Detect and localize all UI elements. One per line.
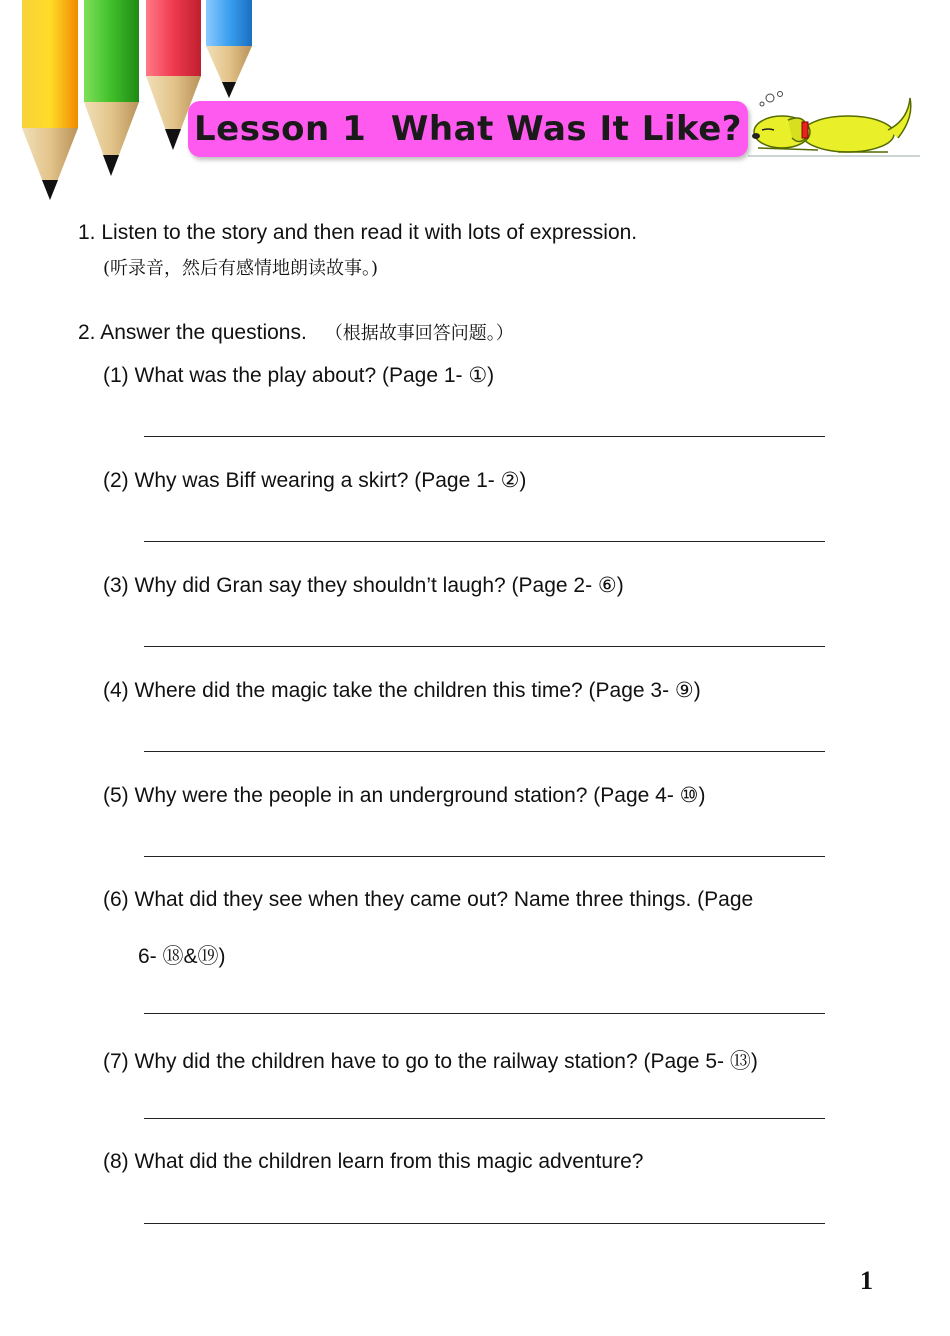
title-banner xyxy=(188,101,748,157)
question-8: (8) What did the children learn from this magic adventure? xyxy=(103,1150,644,1173)
question-2: (2) Why was Biff wearing a skirt? (Page 1- ②) xyxy=(103,469,527,492)
answer-line-8[interactable] xyxy=(144,1223,825,1224)
answer-line-5[interactable] xyxy=(144,856,825,857)
question-6-continuation: 6- ⑱&⑲) xyxy=(138,945,226,968)
question-7: (7) Why did the children have to go to the railway station? (Page 5- ⑬) xyxy=(103,1050,758,1073)
question-6: (6) What did they see when they came out? Name three things. (Page xyxy=(103,888,754,911)
instruction-2 xyxy=(78,319,514,345)
question-5: (5) Why were the people in an underground station? (Page 4- ⑩) xyxy=(103,784,706,807)
answer-line-1[interactable] xyxy=(144,436,825,437)
page-number: 1 xyxy=(860,1266,873,1295)
answer-line-4[interactable] xyxy=(144,751,825,752)
instruction-2-text: 2. Answer the questions. xyxy=(78,321,307,344)
answer-line-6[interactable] xyxy=(144,1013,825,1014)
answer-line-2[interactable] xyxy=(144,541,825,542)
page-title: Lesson 1 What Was It Like? xyxy=(193,109,743,149)
question-1: (1) What was the play about? (Page 1- ①) xyxy=(103,364,495,387)
instruction-1-chinese: (听录音，然后有感情地朗读故事。) xyxy=(103,258,379,279)
question-3: (3) Why did Gran say they shouldn’t laugh? (Page 2- ⑥) xyxy=(103,574,624,597)
blue-pencil xyxy=(206,0,252,98)
green-pencil xyxy=(84,0,139,176)
sleeping-dog-illustration xyxy=(748,90,920,160)
yellow-pencil xyxy=(22,0,78,200)
instruction-1: 1. Listen to the story and then read it with lots of expression. xyxy=(78,221,638,244)
question-4: (4) Where did the magic take the children this time? (Page 3- ⑨) xyxy=(103,679,701,702)
instruction-2-chinese: （根据故事回答问题。） xyxy=(324,323,514,344)
answer-line-3[interactable] xyxy=(144,646,825,647)
answer-line-7[interactable] xyxy=(144,1118,825,1119)
